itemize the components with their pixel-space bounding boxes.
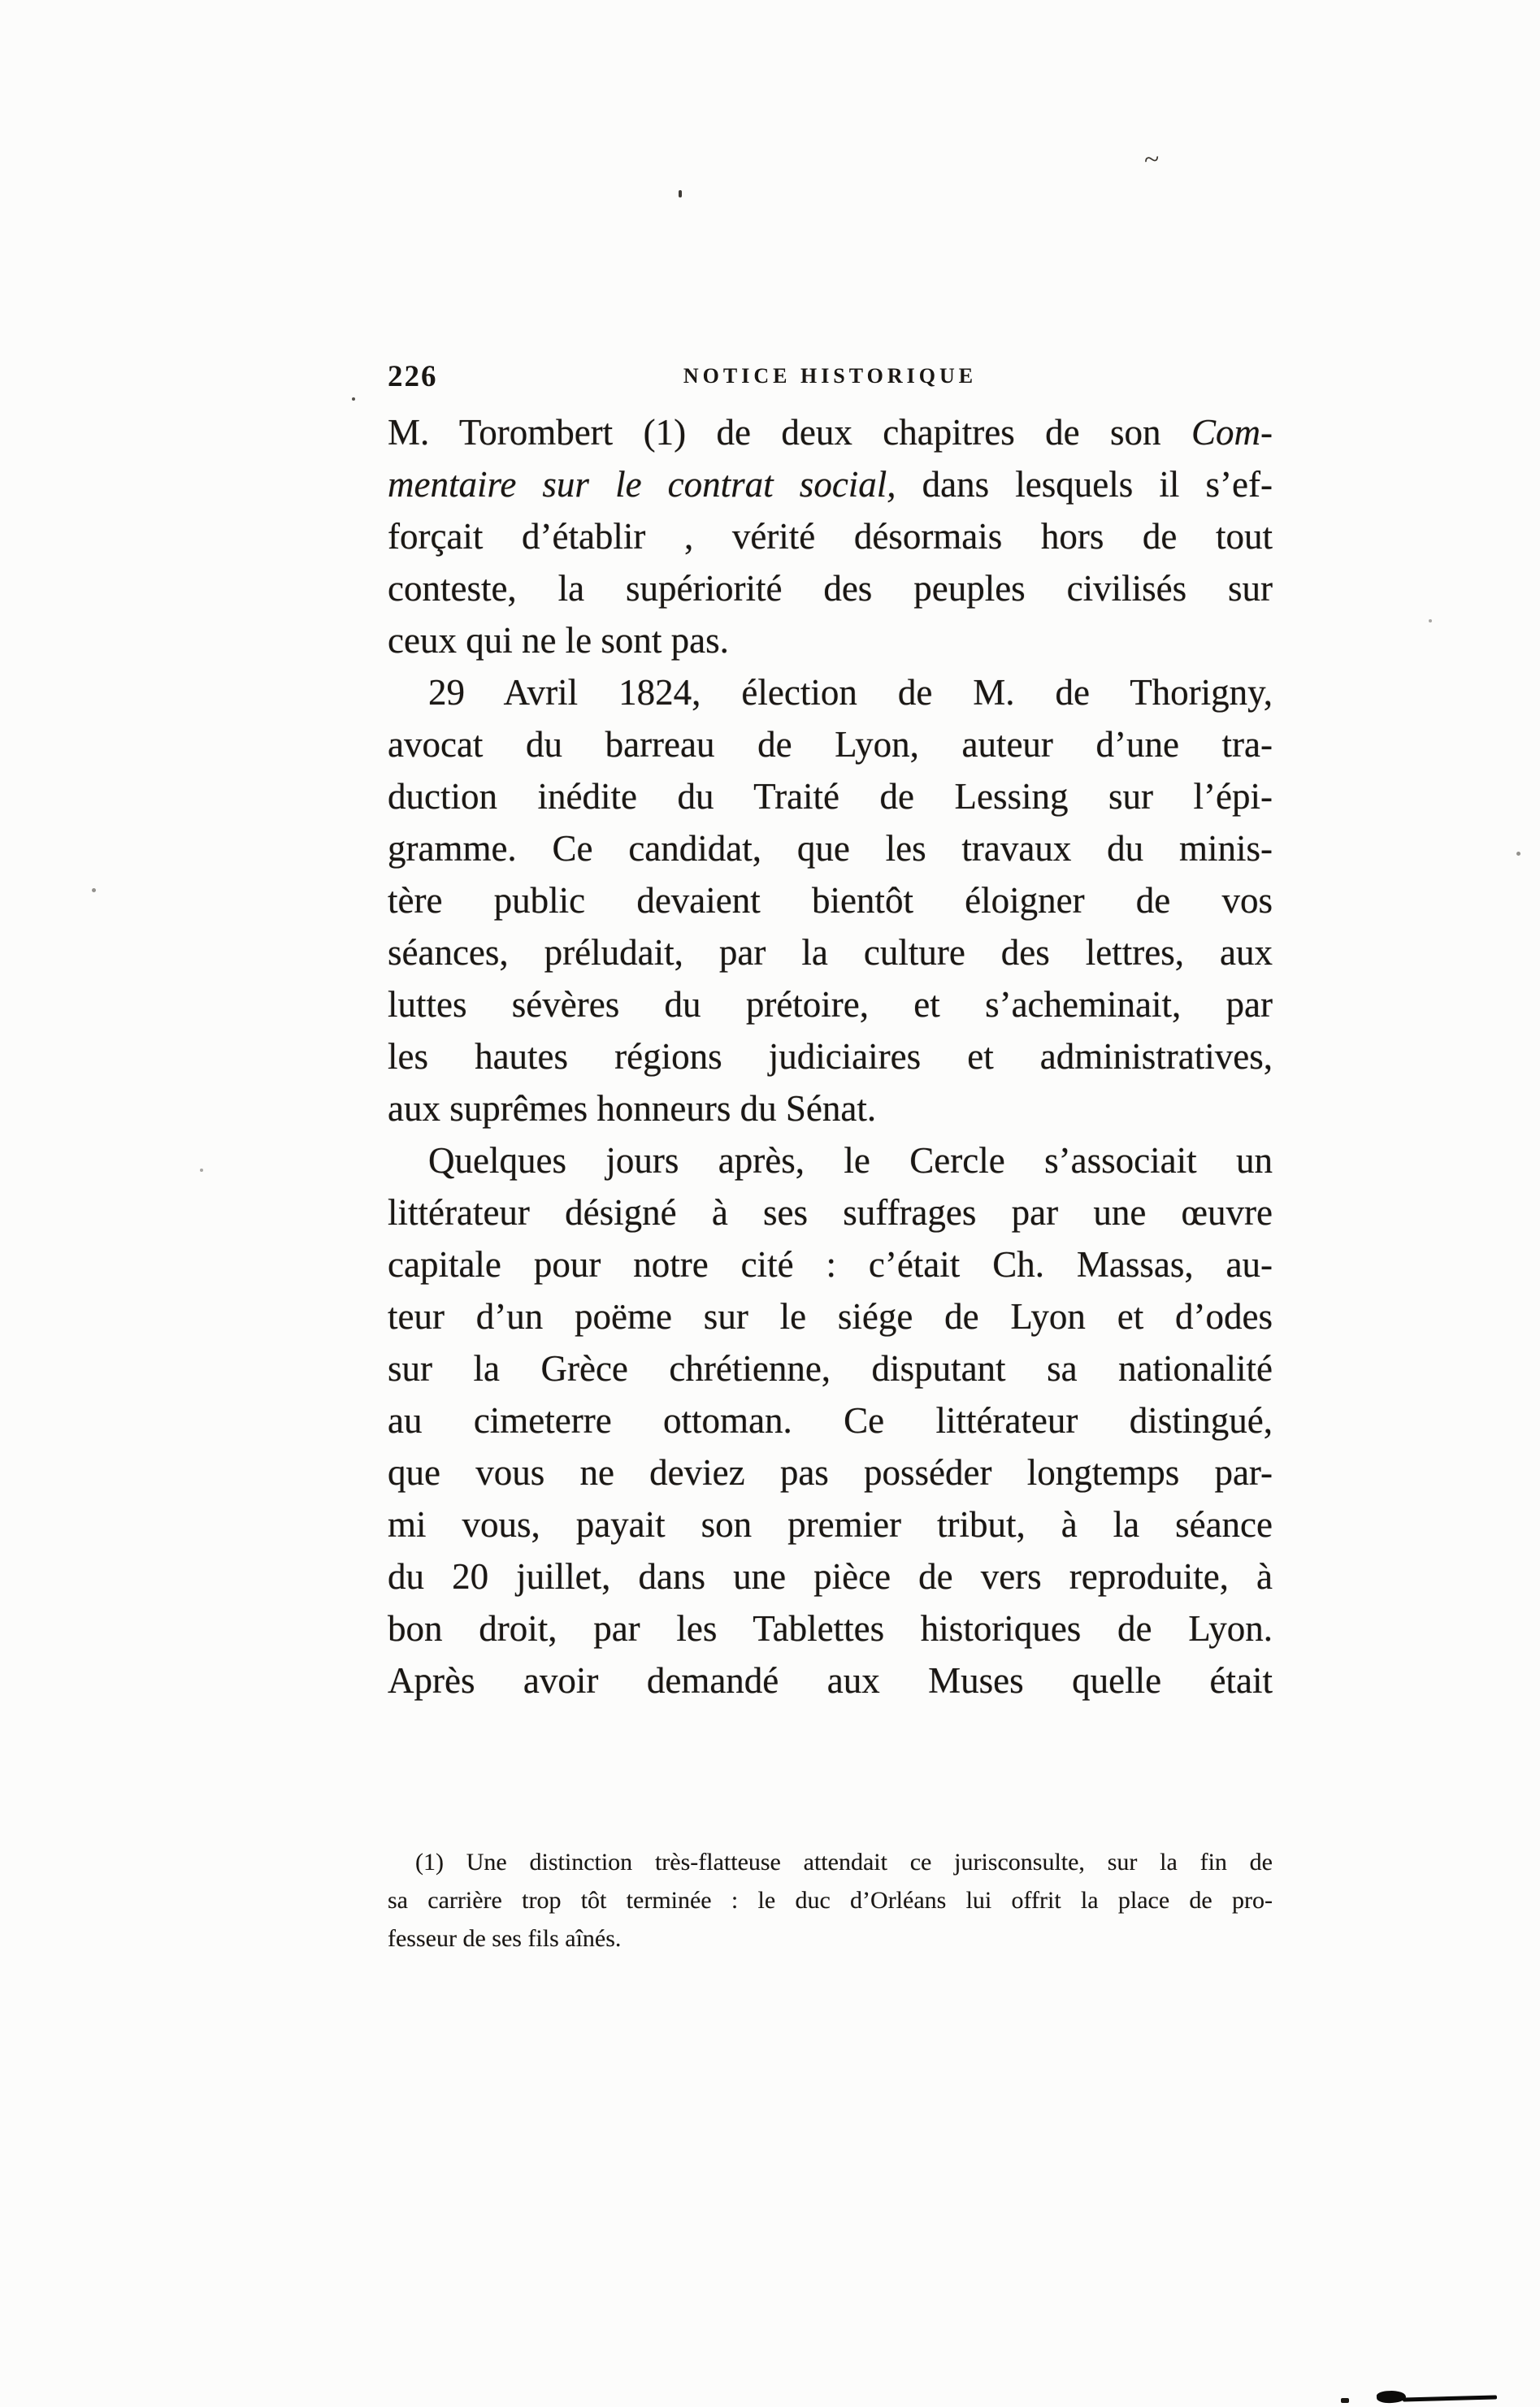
text-segment: bon droit, par les Tablettes historiques de Lyon. (388, 1608, 1273, 1649)
text-segment: séances, préludait, par la culture des lettres, aux (388, 932, 1273, 973)
page-number: 226 (388, 360, 438, 393)
text-line (388, 874, 1273, 926)
text-segment: ceux qui ne le sont pas. (388, 620, 729, 661)
scan-smudge (1377, 2390, 1407, 2404)
scan-speck (1429, 619, 1432, 622)
text-line (388, 1186, 1273, 1238)
text-segment: Quelques jours après, le Cercle s’associait un (428, 1140, 1273, 1181)
text-line (388, 822, 1273, 874)
text-line (388, 1238, 1273, 1290)
text-line (388, 1881, 1273, 1919)
text-segment: teur d’un poëme sur le siége de Lyon et d’odes (388, 1296, 1273, 1337)
scan-smudge (1403, 2395, 1497, 2401)
text-line (388, 1082, 1273, 1134)
text-line (388, 1030, 1273, 1082)
text-segment: conteste, la supériorité des peuples civilisés sur (388, 568, 1273, 609)
text-segment: tère public devaient bientôt éloigner de vos (388, 880, 1273, 921)
text-segment: forçait d’établir , vérité désormais hors de tout (388, 516, 1273, 557)
text-segment: du 20 juillet, dans une pièce de vers reproduite, à (388, 1556, 1273, 1597)
text-line (388, 1394, 1273, 1446)
text-line (388, 1134, 1273, 1186)
text-line (388, 666, 1273, 718)
header-title: NOTICE HISTORIQUE (683, 364, 978, 388)
text-segment: littérateur désigné à ses suffrages par une œuvre (388, 1192, 1273, 1233)
text-segment: fesseur de ses fils aînés. (388, 1925, 622, 1952)
text-segment: que vous ne deviez pas posséder longtemps par- (388, 1452, 1273, 1493)
text-segment: mi vous, payait son premier tribut, à la séance (388, 1504, 1273, 1545)
running-header (388, 359, 1273, 395)
italic-text-segment: mentaire sur le contrat social, (388, 464, 896, 505)
body-text (388, 406, 1273, 1707)
scan-tilde-mark: ~ (1143, 144, 1160, 176)
text-segment: 29 Avril 1824, élection de M. de Thorigny, (428, 672, 1273, 713)
text-line (388, 1655, 1273, 1707)
text-segment: M. Torombert (1) de deux chapitres de son (388, 412, 1191, 453)
text-line (388, 718, 1273, 770)
footnote (388, 1843, 1273, 1958)
scan-speck (1516, 852, 1520, 856)
text-line (388, 1602, 1273, 1655)
italic-text-segment: Com- (1191, 412, 1273, 453)
text-segment: Après avoir demandé aux Muses quelle était (388, 1660, 1273, 1701)
text-segment: sur la Grèce chrétienne, disputant sa nationalité (388, 1348, 1273, 1389)
text-line (388, 1498, 1273, 1550)
text-line (388, 406, 1273, 458)
text-line (388, 1290, 1273, 1342)
text-line (388, 978, 1273, 1030)
text-line (388, 1342, 1273, 1394)
text-segment: avocat du barreau de Lyon, auteur d’une tra- (388, 724, 1273, 765)
text-line (388, 458, 1273, 510)
scan-speck (352, 397, 355, 401)
scan-speck (92, 888, 96, 892)
scan-speck (200, 1169, 203, 1172)
text-line (388, 1446, 1273, 1498)
text-segment: au cimeterre ottoman. Ce littérateur distingué, (388, 1400, 1273, 1441)
text-line (388, 1919, 1273, 1958)
text-segment: duction inédite du Traité de Lessing sur l’épi- (388, 776, 1273, 817)
text-segment: les hautes régions judiciaires et administratives, (388, 1036, 1273, 1077)
text-line (388, 1550, 1273, 1602)
text-line (388, 614, 1273, 666)
text-line (388, 926, 1273, 978)
text-segment: (1) Une distinction très-flatteuse attendait ce jurisconsulte, sur la fin de (415, 1849, 1273, 1876)
text-line (388, 510, 1273, 562)
scan-smudge (1341, 2398, 1349, 2403)
text-segment: gramme. Ce candidat, que les travaux du minis- (388, 828, 1273, 869)
text-line (388, 770, 1273, 822)
text-segment: sa carrière trop tôt terminée : le duc d’Orléans lui offrit la place de pro- (388, 1887, 1273, 1914)
text-segment: luttes sévères du prétoire, et s’acheminait, par (388, 984, 1273, 1025)
text-segment: dans lesquels il s’ef- (896, 464, 1273, 505)
text-segment: aux suprêmes honneurs du Sénat. (388, 1088, 877, 1129)
text-line (388, 562, 1273, 614)
text-line (388, 1843, 1273, 1881)
scan-speck (679, 190, 682, 197)
text-segment: capitale pour notre cité : c’était Ch. Massas, au- (388, 1244, 1273, 1285)
